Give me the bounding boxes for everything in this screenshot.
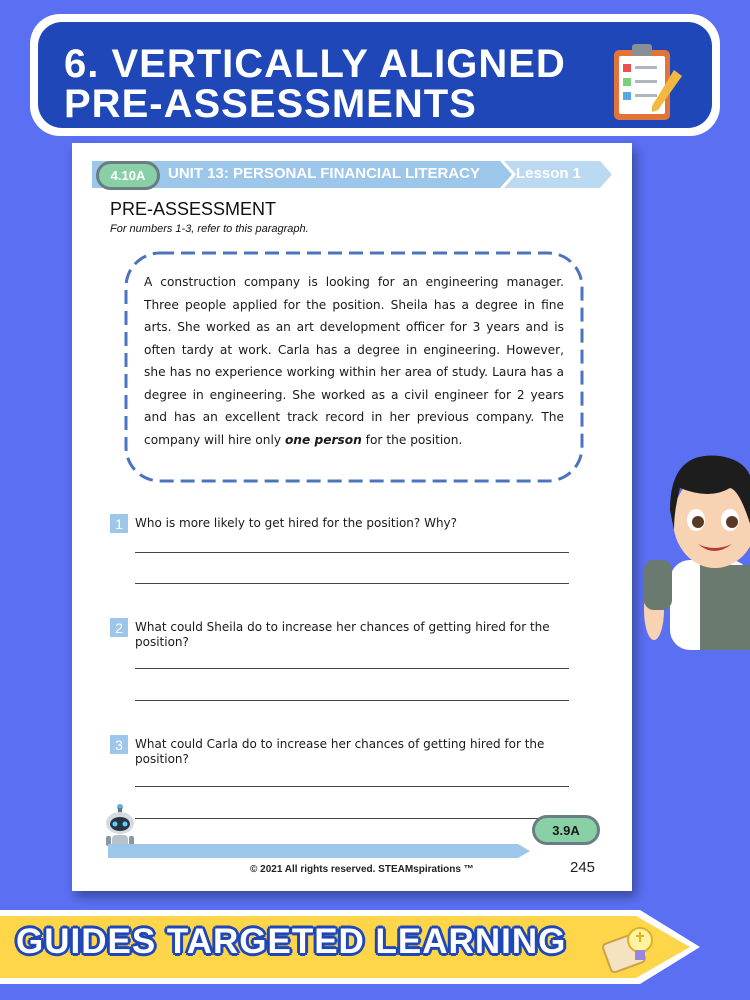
question-text: Who is more likely to get hired for the position? Why?	[135, 516, 458, 530]
answer-line[interactable]	[135, 700, 569, 701]
question-text: What could Carla do to increase her chances of getting hired for the position?	[135, 737, 545, 766]
clipboard-checklist-icon	[608, 40, 686, 124]
page-number: 245	[570, 859, 596, 876]
paragraph-text-before: A construction company is looking for an engineering manager. Three people applied for the position. Sheila has a degree in fine arts. She worked as an art development officer for 3 years and is often tardy at work. Carla has a degree in engineering. However, she has no experience working within her area of study. Laura has a degree in engineering. She worked as a civil engineer for 2 years and has an excellent track record in her previous company. The company will hire only	[144, 275, 564, 447]
question-number: 1	[110, 514, 128, 533]
footer-standard-badge: 3.9A	[532, 815, 600, 845]
paragraph-text-after: for the position.	[361, 432, 463, 447]
answer-line[interactable]	[135, 786, 569, 787]
unit-title: UNIT 13: PERSONAL FINANCIAL LITERACY	[168, 165, 480, 182]
standard-badge: 4.10A	[96, 161, 160, 190]
copyright-text: © 2021 All rights reserved. STEAMspirations ™	[250, 864, 474, 875]
instruction-text: For numbers 1-3, refer to this paragraph.	[110, 223, 309, 235]
header-title-line1: 6. VERTICALLY ALIGNED	[64, 42, 566, 86]
question-number: 3	[110, 735, 128, 754]
answer-line[interactable]	[135, 583, 569, 584]
footer-title: GUIDES TARGETED LEARNING	[16, 922, 567, 961]
lightbulb-scroll-icon	[600, 918, 660, 978]
worksheet-page	[72, 143, 632, 891]
header-title	[64, 44, 566, 124]
question-text: What could Sheila do to increase her chances of getting hired for the position?	[135, 620, 550, 649]
question-number: 2	[110, 618, 128, 637]
header-banner	[30, 14, 720, 136]
answer-line[interactable]	[135, 668, 569, 669]
header-title-line2: PRE-ASSESSMENTS	[64, 82, 477, 126]
answer-line[interactable]	[135, 552, 569, 553]
page-title: PRE-ASSESSMENT	[110, 199, 277, 219]
reading-paragraph	[144, 271, 564, 451]
progress-bar-decoration	[108, 844, 530, 858]
cartoon-boy-illustration	[640, 440, 750, 650]
lesson-label: Lesson 1	[516, 165, 582, 182]
answer-line[interactable]	[135, 818, 569, 819]
header-banner-inner	[38, 22, 712, 128]
paragraph-emphasis: one person	[284, 432, 362, 447]
